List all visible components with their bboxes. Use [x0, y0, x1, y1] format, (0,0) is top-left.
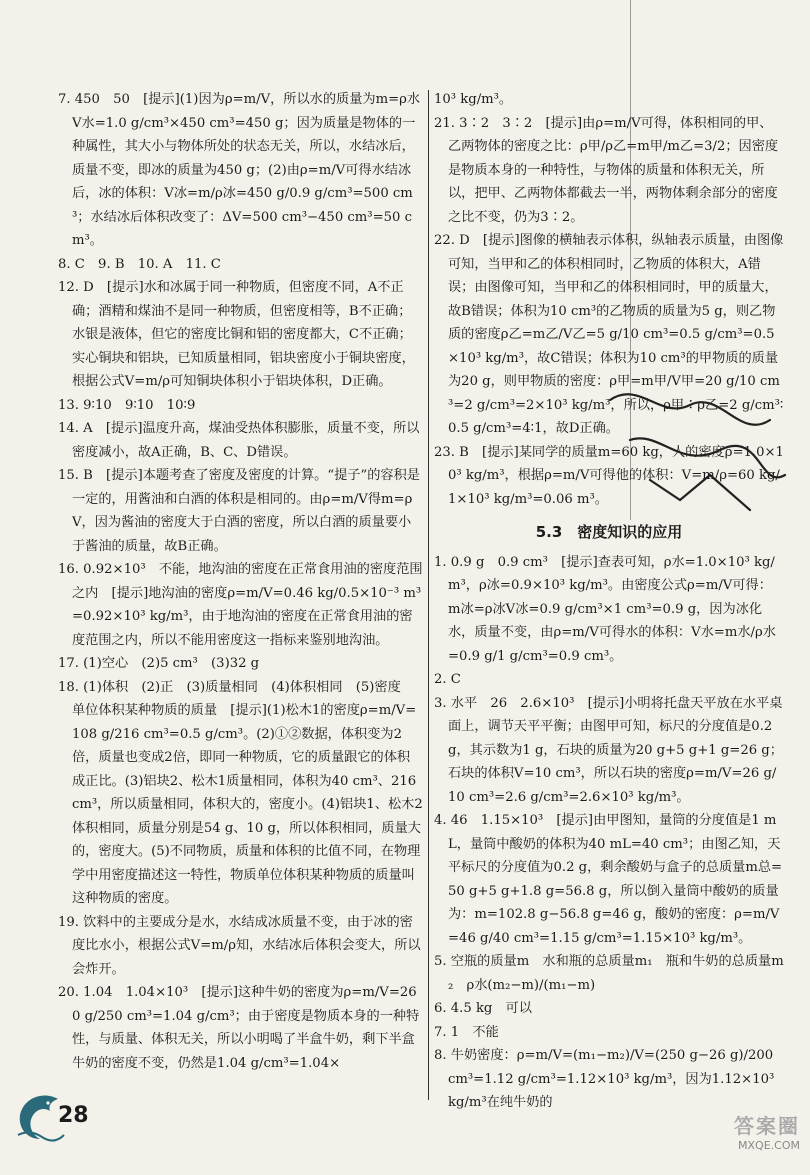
answer-item: 23. B [提示]某同学的质量m=60 kg，人的密度ρ=1.0×10³ kg/m³，根据ρ=m/V可得他的体积：V=m/ρ=60 kg/1×10³ kg/m³=0.06 m³。: [434, 444, 784, 507]
answer-item: 20. 1.04 1.04×10³ [提示]这种牛奶的密度为ρ=m/V=260 g/250 cm³=1.04 g/cm³；由于密度是物质本身的一种特性，与质量、体积无关，所以小明喝了半盒牛奶，剩下半盒牛奶的密度不变，仍然是1.04 g/cm³=1.04×: [58, 985, 420, 1071]
right-column: [434, 88, 784, 1115]
answer-item: 1. 0.9 g 0.9 cm³ [提示]查表可知，ρ水=1.0×10³ kg/m³，ρ冰=0.9×10³ kg/m³。由密度公式ρ=m/V可得：m冰=ρ冰V冰=0.9 g/cm³×1 cm³=0.9 g，因为冰化水，质量不变，由ρ=m/V可得水的体积：V水=m水/ρ水=0.9 g/1 g/cm³=0.9 cm³。: [434, 554, 776, 664]
left-column: [58, 88, 423, 1075]
answer-item: 16. 0.92×10³ 不能，地沟油的密度在正常食用油的密度范围之内 [提示]地沟油的密度ρ=m/V=0.46 kg/0.5×10⁻³ m³=0.92×10³ kg/m³，由于地沟油的密度在正常食用油的密度范围之内，所以不能用密度这一指标来鉴别地沟油。: [58, 562, 423, 648]
answer-item: 17. (1)空心 (2)5 cm³ (3)32 g: [58, 656, 260, 671]
page-number: 28: [58, 1103, 89, 1128]
answer-item: 6. 4.5 kg 可以: [434, 1001, 532, 1016]
answer-item: 8. 牛奶密度：ρ=m/V=(m₁−m₂)/V=(250 g−26 g)/200 cm³=1.12 g/cm³=1.12×10³ kg/m³，因为1.12×10³ kg/m³在纯牛奶的: [434, 1048, 775, 1110]
answer-item: 8. C 9. B 10. A 11. C: [58, 256, 221, 272]
answer-item: 14. A [提示]温度升高，煤油受热体积膨胀，质量不变，所以密度减小，故A正确，B、C、D错误。: [58, 421, 420, 460]
answer-item: 2. C: [434, 672, 461, 687]
answer-item: 7. 450 50 [提示](1)因为ρ=m/V，所以水的质量为m=ρ水V水=1.0 g/cm³×450 cm³=450 g；因为质量是物体的一种属性，其大小与物体所处的状态无关，所以，水结冰后，质量不变，即冰的质量为450 g；(2)由ρ=m/V可得水结冰后，冰的体积：V冰=m/ρ冰=450 g/0.9 g/cm³=500 cm³；水结冰后体积改变了：ΔV=500 cm³−450 cm³=50 cm³。: [58, 92, 421, 248]
answer-item: 19. 饮料中的主要成分是水，水结成冰质量不变，由于冰的密度比水小，根据公式V=m/ρ知，水结冰后体积会变大，所以会炸开。: [58, 914, 421, 977]
answer-item: 21. 3∶2 3∶2 [提示]由ρ=m/V可得，体积相同的甲、乙两物体的密度之比：ρ甲/ρ乙=m甲/m乙=3/2；因密度是物质本身的一种特性，与物体的质量和体积无关，所以，把甲、乙两物体都截去一半，两物体剩余部分的密度之比不变，仍为3∶2。: [434, 115, 779, 225]
watermark: [640, 1110, 800, 1152]
section-title: 5.3 密度知识的应用: [535, 523, 683, 541]
handwriting-scribble: [600, 380, 790, 520]
watermark-logo: 答案圈: [734, 1114, 800, 1138]
answer-item: 4. 46 1.15×10³ [提示]由甲图知，量筒的分度值是1 mL，量筒中酸奶的体积为40 mL=40 cm³；由图乙知，天平标尺的分度值为0.2 g，剩余酸奶与盒子的总质量m总=50 g+5 g+1.8 g=56.8 g，所以倒入量筒中酸奶的质量为：m=102.8 g−56.8 g=46 g，酸奶的密度：ρ=m/V=46 g/40 cm³=1.15 g/cm³=1.15×10³ kg/m³。: [434, 813, 783, 946]
answer-item: 12. D [提示]水和冰属于同一种物质，但密度不同，A不正确；酒精和煤油不是同一种物质，但密度相等，B不正确；水银是液体，但它的密度比铜和铝的密度都大，C不正确；实心铜块和铝块，已知质量相同，铝块密度小于铜块密度，根据公式V=m/ρ可知铜块体积小于铝块体积，D正确。: [58, 280, 415, 389]
answer-item: 15. B [提示]本题考查了密度及密度的计算。“提子”的容积是一定的，用酱油和白酒的体积是相同的。由ρ=m/V得m=ρV，因为酱油的密度大于白酒的密度，所以白酒的质量要小于酱油的质量，故B正确。: [58, 468, 420, 554]
answer-item: 10³ kg/m³。: [434, 92, 513, 107]
answer-item: 22. D [提示]图像的横轴表示体积，纵轴表示质量，由图像可知，当甲和乙的体积相同时，乙物质的体积大，A错误；由图像可知，当甲和乙的体积相同时，甲的质量大，故B错误；体积为10 cm³的乙物质的质量为5 g，则乙物质的密度ρ乙=m乙/V乙=5 g/10 cm³=0.5 g/cm³=0.5×10³ kg/m³，故C错误；体积为10 cm³的甲物质的质量为20 g，则甲物质的密度：ρ甲=m甲/V甲=20 g/10 cm³=2 g/cm³=2×10³ kg/m³，所以，ρ甲∶ρ乙=2 g/cm³∶0.5 g/cm³=4∶1，故D正确。: [434, 233, 784, 436]
answer-item: 3. 水平 26 2.6×10³ [提示]小明将托盘天平放在水平桌面上，调节天平平衡；由图甲可知，标尺的分度值是0.2 g，其示数为1 g，石块的质量为20 g+5 g+1 g=26 g；石块的体积V=10 cm³，所以石块的密度ρ=m/V=26 g/10 cm³=2.6 g/cm³=2.6×10³ kg/m³。: [434, 695, 783, 805]
answer-item: 13. 9∶10 9∶10 10∶9: [58, 397, 196, 413]
watermark-url: MXQE.COM: [738, 1139, 800, 1152]
answer-item: 5. 空瓶的质量m 水和瓶的总质量m₁ 瓶和牛奶的总质量m₂ ρ水(m₂−m)/(m₁−m): [434, 954, 784, 993]
answer-item: 18. (1)体积 (2)正 (3)质量相同 (4)体积相同 (5)密度 单位体积某种物质的质量 [提示](1)松木1的密度ρ=m/V=108 g/216 cm³=0.5 g/cm³。(2)①②数据，体积变为2倍，质量也变成2倍，即同一种物质，它的质量跟它的体积成正比。(3)铝块2、松木1质量相同，体积为40 cm³、216 cm³，所以质量相同，体积大的，密度小。(4)铝块1、松木2体积相同，质量分别是54 g、10 g，所以体积相同，质量大的，密度大。(5)不同物质，质量和体积的比值不同，在物理学中用密度描述这一特性，物质单位体积某种物质的质量叫这种物质的密度。: [58, 679, 423, 906]
answer-item: 7. 1 不能: [434, 1024, 499, 1040]
column-divider: [428, 90, 429, 1100]
